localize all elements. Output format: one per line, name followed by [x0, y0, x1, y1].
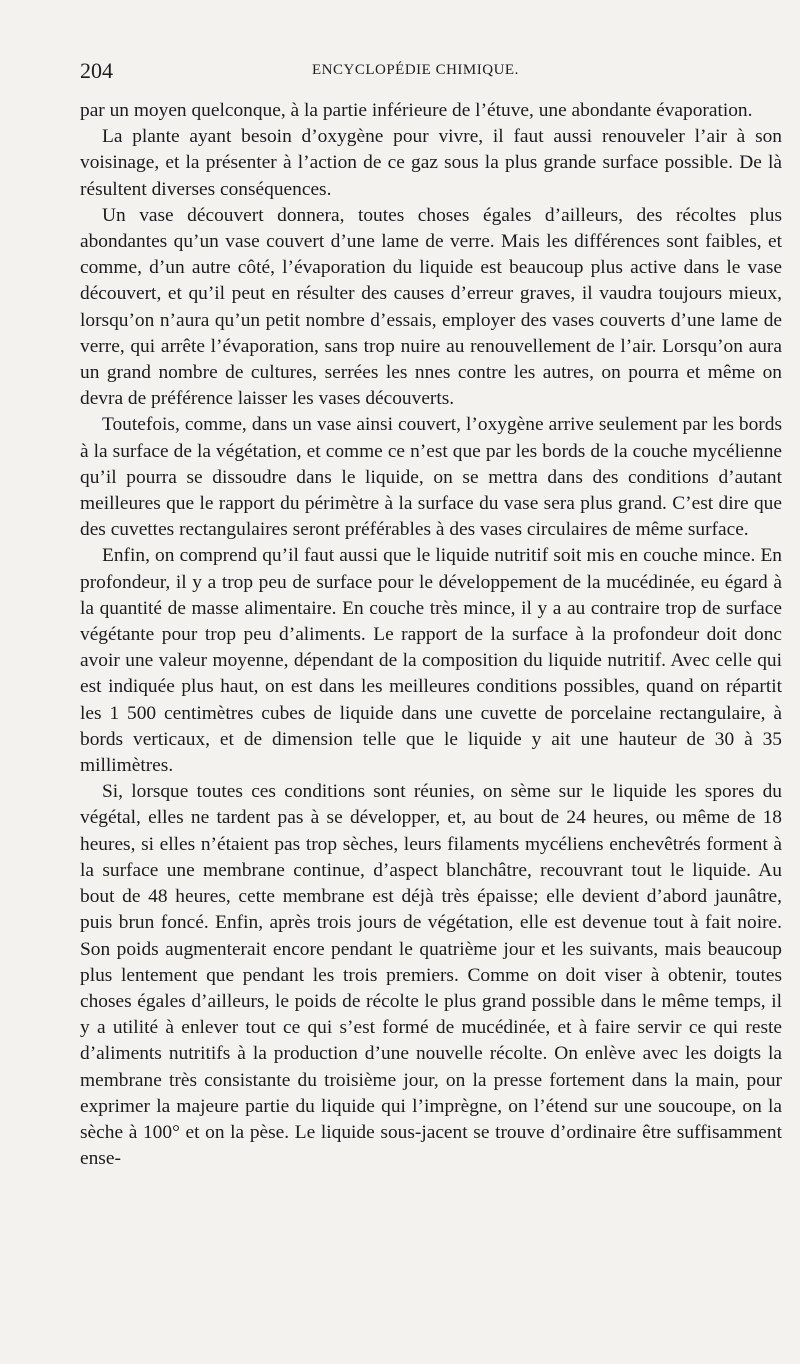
paragraph-oxygen: La plante ayant besoin d’oxygène pour vivre, il faut aussi renouveler l’air à son voisinage, et la présenter à l’action de ce gaz sous la plus grande surface possible. De là résultent diverses conséquences. [80, 126, 782, 200]
paragraph-covered-vase: Toutefois, comme, dans un vase ainsi couvert, l’oxygène arrive seulement par les bords à la surface de la végétation, et comme ce n’est que par les bords de la couche mycélienne qu’il pourra se dissoudre dans le liquide, on se mettra dans des conditions d’autant meilleures que le rapport du périmètre à la surface du vase sera plus grand. C’est dire que des cuvettes rectangulaires seront préférables à des vases circulaires de même surface. [80, 414, 782, 541]
page-header [80, 58, 782, 88]
paragraph-uncovered-vase: Un vase découvert donnera, toutes choses égales d’ailleurs, des récoltes plus abondantes qu’un vase couvert d’une lame de verre. Mais les différences sont faibles, et comme, d’un autre côté, l’évaporation du liquide est beaucoup plus active dans le vase découvert, et qu’il peut en résulter des causes d’erreur graves, il vaudra toujours mieux, lorsqu’on n’aura qu’un petit nombre d’essais, employer des vases couverts d’une lame de verre, qui arrête l’évaporation, sans trop nuire au renouvellement de l’air. Lorsqu’on aura un grand nombre de cultures, serrées les nnes contre les autres, on pourra et même on devra de préférence laisser les vases découverts. [80, 204, 782, 410]
paragraph-continuation: par un moyen quelconque, à la partie inférieure de l’étuve, une abondante évaporation. [80, 100, 753, 121]
page-number: 204 [80, 58, 113, 83]
running-title: ENCYCLOPÉDIE CHIMIQUE. [312, 62, 519, 78]
body-text [80, 98, 782, 1172]
paragraph-thin-layer: Enfin, on comprend qu’il faut aussi que le liquide nutritif soit mis en couche mince. En profondeur, il y a trop peu de surface pour le développement de la mucédinée, eu égard à la quantité de masse alimentaire. En couche très mince, il y a au contraire trop de surface végétante pour trop peu d’aliments. Le rapport de la surface à la profondeur doit donc avoir une valeur moyenne, dépendant de la composition du liquide nutritif. Avec celle qui est indiquée plus haut, on est dans les meilleures conditions possibles, quand on répartit les 1 500 centimètres cubes de liquide dans une cuvette de porcelaine rectangulaire, à bords verticaux, et de dimension telle que le liquide y ait une hauteur de 30 à 35 millimètres. [80, 545, 782, 777]
paragraph-growth: Si, lorsque toutes ces conditions sont réunies, on sème sur le liquide les spores du végétal, elles ne tardent pas à se développer, et, au bout de 24 heures, ou même de 18 heures, si elles n’étaient pas trop sèches, leurs filaments mycéliens enchevêtrés forment à la surface une membrane continue, d’aspect blanchâtre, recouvrant tout le liquide. Au bout de 48 heures, cette membrane est déjà très épaisse; elle devient d’abord jaunâtre, puis brun foncé. Enfin, après trois jours de végétation, elle est devenue tout à fait noire. Son poids augmenterait encore pendant le quatrième jour et les suivants, mais beaucoup plus lentement que pendant les trois premiers. Comme on doit viser à obtenir, toutes choses égales d’ailleurs, le poids de récolte le plus grand possible dans le même temps, il y a utilité à enlever tout ce qui s’est formé de mucédinée, et à faire servir ce qui reste d’aliments nutritifs à la production d’une nouvelle récolte. On enlève avec les doigts la membrane très consistante du troisième jour, on la presse fortement dans la main, pour exprimer la majeure partie du liquide qui l’imprègne, on l’étend sur une soucoupe, on la sèche à 100° et on la pèse. Le liquide sous-jacent se trouve d’ordinaire être suffisamment ense- [80, 781, 782, 1170]
